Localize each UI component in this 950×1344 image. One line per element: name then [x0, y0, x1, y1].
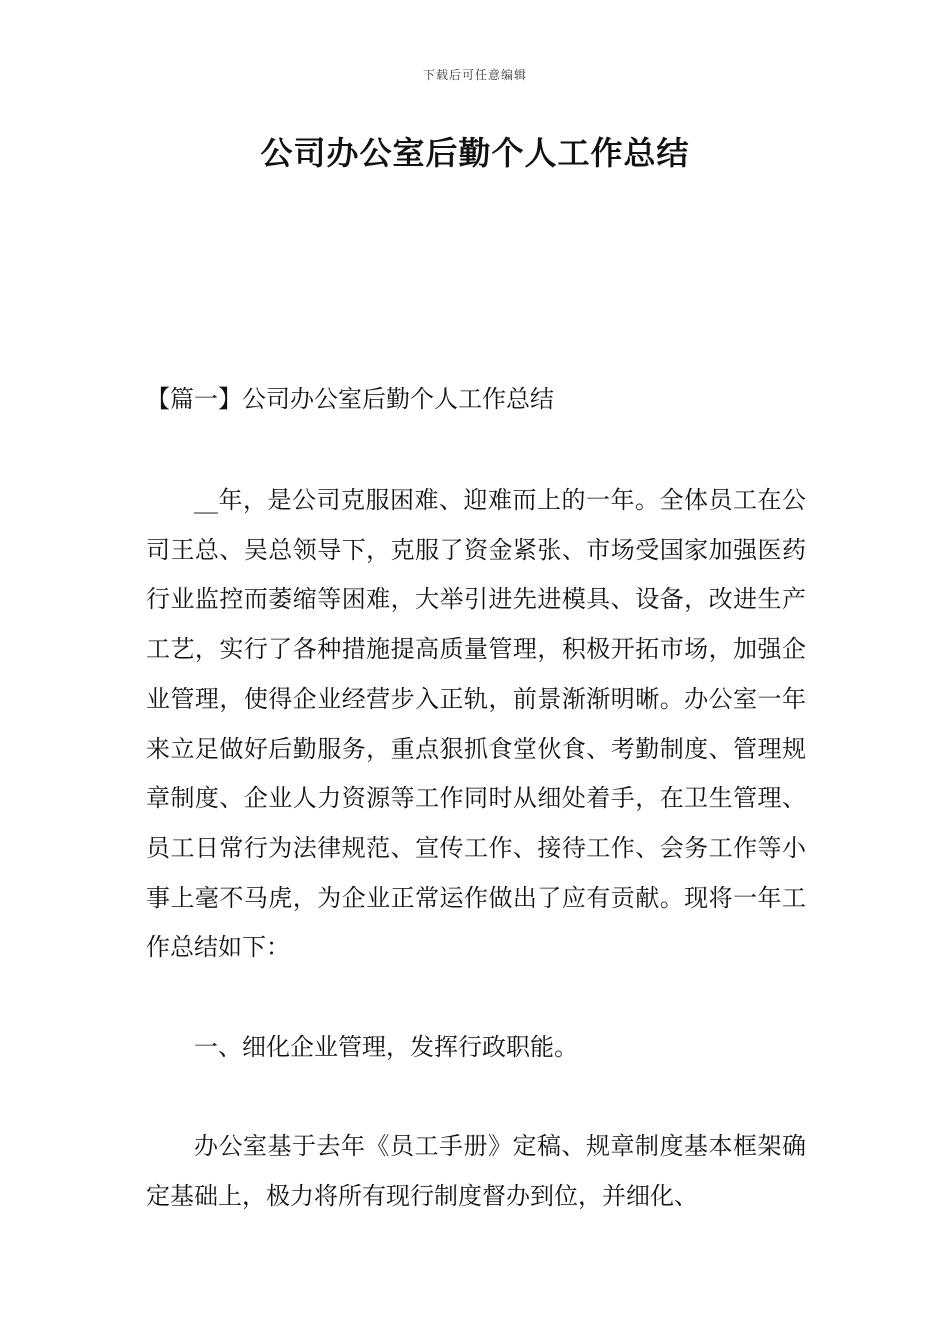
document-title: 公司办公室后勤个人工作总结: [260, 134, 690, 172]
section-heading: 【篇一】公司办公室后勤个人工作总结: [146, 385, 554, 413]
paragraph-intro: __年，是公司克服困难、迎难而上的一年。全体员工在公司王总、吴总领导下，克服了资金紧张、市场受国家加强医药行业监控而萎缩等困难，大举引进先进模具、设备，改进生产工艺，实行了各种措施提高质量管理，积极开拓市场，加强企业管理，使得企业经营步入正轨，前景渐渐明晰。办公室一年来立足做好后勤服务，重点狠抓食堂伙食、考勤制度、管理规章制度、企业人力资源等工作同时从细处着手，在卫生管理、员工日常行为法律规范、宣传工作、接待工作、会务工作等小事上毫不马虎，为企业正常运作做出了应有贡献。现将一年工作总结如下：: [146, 486, 806, 962]
header-note: 下载后可任意编辑: [422, 68, 527, 82]
paragraph-body: 办公室基于去年《员工手册》定稿、规章制度基本框架确定基础上，极力将所有现行制度督办到位，并细化、: [146, 1132, 806, 1210]
paragraph-subheading: 一、细化企业管理，发挥行政职能。: [194, 1033, 578, 1061]
